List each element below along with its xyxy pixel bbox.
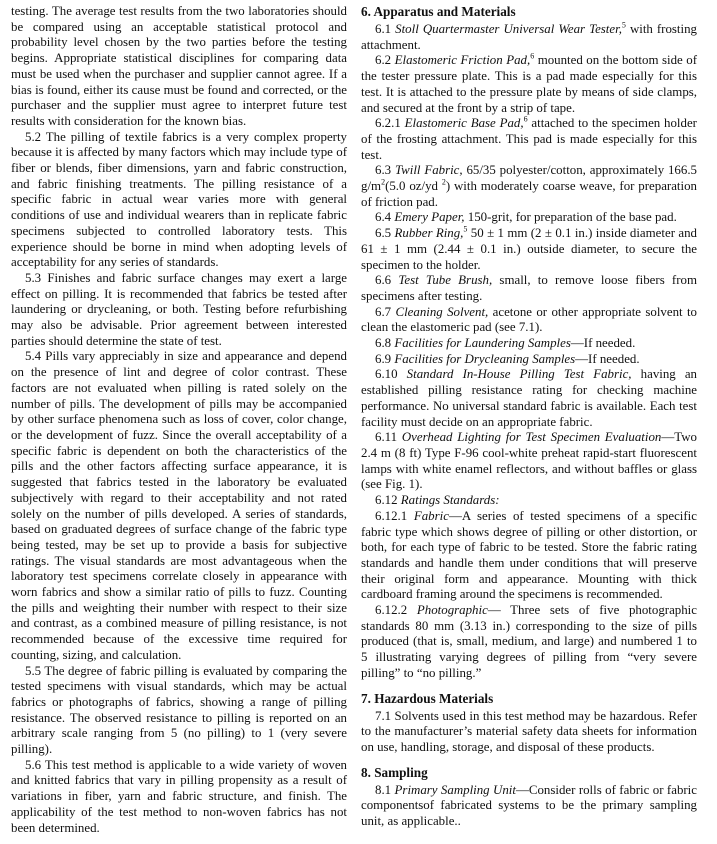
- clause-number: 6.2: [375, 53, 392, 68]
- item-name: Twill Fabric,: [394, 163, 463, 178]
- paragraph-6-11: [361, 430, 697, 493]
- clause-number: 6.6: [375, 273, 392, 288]
- item-text: with frosting attachment.: [361, 22, 697, 52]
- item-name: Elastomeric Friction Pad,: [394, 53, 531, 68]
- section-heading-6: 6. Apparatus and Materials: [361, 4, 516, 19]
- right-column: [361, 4, 697, 844]
- paragraph-5-6: 5.6 This test method is applicable to a wide variety of woven and knitted fabrics that vary in pilling propensity as a result of variations in fiber, yarn and fabric structure, and finish. The applicability of the test method to non-woven fabrics has not been determined.: [11, 757, 347, 835]
- item-text: 150-grit, for preparation of the base pad.: [464, 210, 677, 225]
- item-text: acetone or other appropriate solvent to clean the elastomeric pad (see 7.1).: [361, 304, 697, 335]
- item-text: attached to the specimen holder of the frosting attachment. This pad is made especially for this test.: [361, 116, 697, 162]
- paragraph-5-5: 5.5 The degree of fabric pilling is evaluated by comparing the tested specimens with visual standards, which may be actual fabrics or photographs of fabrics, showing a range of pilling resistance. The observed resistance to pilling is reported on an arbitrary scale ranging from 5 (no pilling) to 1 (very severe pilling).: [11, 663, 347, 757]
- footnote-ref: 6: [523, 114, 528, 124]
- item-text: 50 ± 1 mm (2 ± 0.1 in.) inside diameter and 61 ± 1 mm (2.44 ± 0.1 in.) outside diameter, to secure the specimen to the holder.: [361, 226, 697, 272]
- section-heading-7: 7. Hazardous Materials: [361, 690, 494, 706]
- item-text: — Three sets of five photographic standards 80 mm (3.13 in.) corresponding to the size of pills produced (that is, small, medium, and large) and numbered 1 to 5 illustrating varying degrees of pilling from “very severe pilling” to “no pilling.”: [361, 603, 697, 680]
- item-text: —A series of tested specimens of a specific fabric type which shows degree of pilling or other distortion, or both, for each type of fabric to be tested. Store the fabric rating standards and handle them under conditions that will preserve their original form and appearance. Mounting with thick cardboard framing around the specimens is recommended.: [361, 508, 697, 602]
- item-name: Rubber Ring,: [394, 226, 464, 241]
- item-name: Fabric: [413, 508, 449, 523]
- paragraph-5-3: 5.3 Finishes and fabric surface changes may exert a large effect on pilling. It is recommended that fabrics be tested after laundering or drycleaning, or both. Testing before refurbishing may also be advisable. Prior agreement between interested parties should determine the state of test.: [11, 270, 347, 348]
- paragraph-6-7: [361, 305, 697, 336]
- paragraph-8-1: [361, 783, 697, 830]
- clause-number: 6.4: [375, 210, 392, 225]
- item-text: mounted on the bottom side of the tester pressure plate. This is a pad made especially for this test. It is attached to the pressure plate by means of side clamps, and secured at the front by a strip of tape.: [361, 53, 697, 115]
- clause-number: 6.10: [375, 367, 398, 382]
- item-text: —Consider rolls of fabric or fabric componentsof fabricated systems to be the primary sampling unit, as applicable..: [361, 782, 697, 829]
- item-text: —Two 2.4 m (8 ft) Type F-96 cool-white preheat rapid-start fluorescent lamps with white enamel reflectors, and without baffles or glass (see Fig. 1).: [361, 430, 697, 492]
- paragraph-6-1: [361, 22, 697, 53]
- clause-number: 8.1: [375, 782, 392, 797]
- paragraph-6-2: [361, 53, 697, 116]
- paragraph-6-3: [361, 163, 697, 210]
- item-name: Primary Sampling Unit: [394, 782, 516, 797]
- item-name: Standard In-House Pilling Test Fabric,: [406, 367, 632, 382]
- paragraph-6-12-2: [361, 603, 697, 682]
- clause-number: 6.7: [375, 304, 392, 319]
- item-text: ) with moderately coarse weave, for preparation of friction pad.: [361, 179, 697, 209]
- item-name: Facilities for Laundering Samples: [394, 336, 571, 351]
- item-name: Facilities for Drycleaning Samples: [394, 351, 576, 366]
- paragraph-6-2-1: [361, 116, 697, 163]
- section-heading-8: 8. Sampling: [361, 764, 428, 780]
- paragraph-6-9: [361, 352, 697, 368]
- superscript: 2: [381, 177, 386, 187]
- item-text: having an established pilling resistance rating for checking machine performance. No universal standard fabric is available. Each test facility must decide on an appropriate fabric.: [361, 367, 697, 429]
- paragraph-6-5: [361, 226, 697, 273]
- paragraph-7-1: 7.1 Solvents used in this test method may be hazardous. Refer to the manufacturer’s material safety data sheets for information on use, handling, storage, and disposal of these products.: [361, 708, 697, 754]
- paragraph-6-4: [361, 210, 697, 226]
- clause-number: 6.8: [375, 336, 392, 351]
- clause-number: 6.5: [375, 226, 392, 241]
- item-text: —If needed.: [575, 351, 640, 366]
- clause-number: 6.3: [375, 163, 392, 178]
- item-name: Test Tube Brush,: [398, 273, 493, 288]
- item-name: Stoll Quartermaster Universal Wear Tester,: [395, 22, 622, 36]
- item-name: Photographic: [416, 603, 488, 618]
- paragraph-6-8: [361, 336, 697, 352]
- paragraph-6-6: [361, 273, 697, 304]
- paragraph-6-12: [361, 493, 697, 509]
- clause-number: 6.11: [375, 430, 398, 445]
- clause-number: 6.9: [375, 351, 392, 366]
- item-text: (5.0 oz/yd: [385, 179, 442, 194]
- paragraph-5-4: 5.4 Pills vary appreciably in size and appearance and depend on the presence of lint and degree of color contrast. These factors are not evaluated when pilling is rated solely on the number of pills. The development of pills may be accompanied by other surface phenomena such as loss of cover, color change, or the development of fuzz. Since the overall acceptability of a specific fabric is dependent on both the characteristics of the pills and the other factors affecting surface appearance, it is suggested that fabrics tested in the laboratory be evaluated subjectively with regard to their acceptability and not rated solely on the number of pills developed. A series of standards, based on graduated degrees of surface change of the fabric type being tested, may be set up to provide a basis for subjective ratings. The visual standards are most advantageous when the laboratory test specimens correlate closely in appearance with worn fabrics and show a similar ratio of pills to fuzz. Counting the pills and weighting their number with respect to their size and contrast, as a combined measure of pilling resistance, is not recommended because of the excessive time required for counting, sizing, and calculation.: [11, 349, 347, 662]
- clause-number: 6.12: [375, 493, 398, 508]
- clause-number: 6.2.1: [375, 116, 401, 131]
- footnote-ref: 5: [621, 20, 626, 30]
- item-text: 65/35 polyester/cotton, approximately 166.5 g/m: [361, 163, 697, 194]
- footnote-ref: 5: [463, 224, 468, 234]
- paragraph-continued: testing. The average test results from the two laboratories should be compared using an acceptable statistical protocol and probability level chosen by the two parties before the testing begins. Appropriate statistical disciplines for comparing data must be used when the purchaser and supplier cannot agree. If a bias is found, either its cause must be found and corrected, or the purchaser and the supplier must agree to interpret future test results with consideration for the known bias.: [11, 4, 347, 128]
- superscript: 2: [441, 177, 446, 187]
- paragraph-6-12-1: [361, 509, 697, 603]
- clause-number: 6.1: [375, 22, 392, 36]
- item-name: Emery Paper,: [394, 210, 465, 225]
- item-name: Cleaning Solvent,: [395, 304, 489, 319]
- item-name: Ratings Standards:: [400, 493, 500, 508]
- item-text: small, to remove loose fibers from specimens after testing.: [361, 273, 697, 303]
- left-column: [11, 4, 347, 844]
- item-text: —If needed.: [570, 336, 636, 351]
- clause-number: 6.12.2: [375, 603, 408, 618]
- item-name: Elastomeric Base Pad,: [404, 116, 524, 131]
- clause-number: 6.12.1: [375, 508, 408, 523]
- paragraph-6-10: [361, 367, 697, 430]
- item-name: Overhead Lighting for Test Specimen Evaluation: [401, 430, 662, 445]
- paragraph-5-2: 5.2 The pilling of textile fabrics is a very complex property because it is affected by many factors which may include type of fiber or blends, fiber dimensions, yarn and fabric construction, and fabric finishing treatments. The pilling resistance of a specific fabric in actual wear varies more with general conditions of use and individual wearers than in replicate fabric specimens subjected to controlled laboratory tests. This experience should be borne in mind when adopting levels of acceptability for any series of standards.: [11, 129, 347, 270]
- footnote-ref: 6: [530, 52, 535, 62]
